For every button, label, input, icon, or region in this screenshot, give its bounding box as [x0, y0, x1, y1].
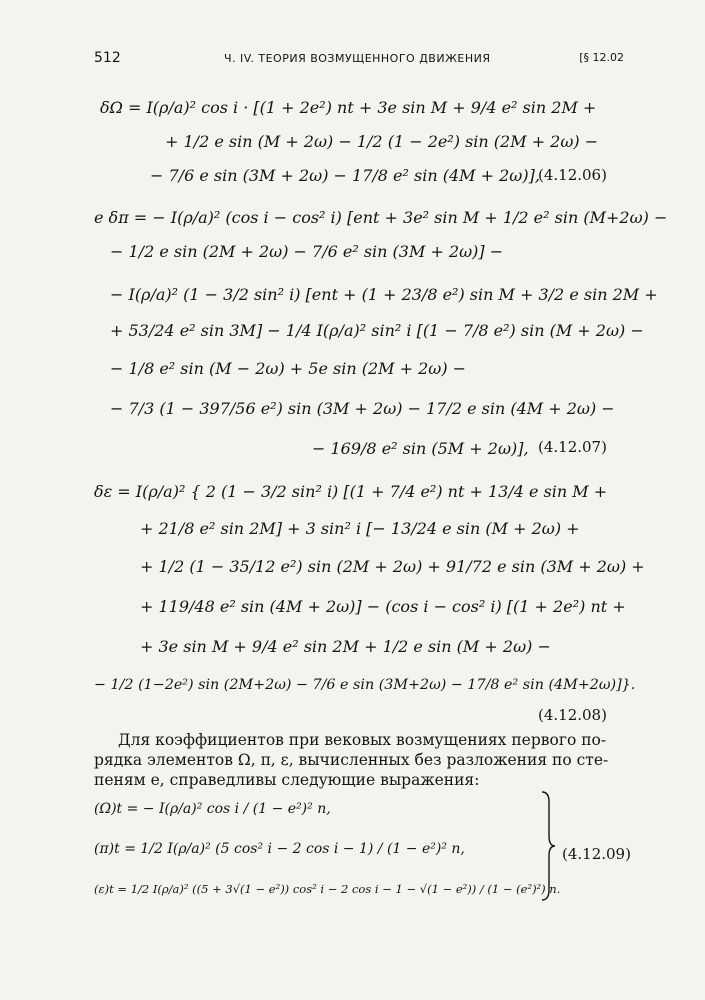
equation-line-4: e δπ = − I(ρ/a)² (cos i − cos² i) [ent + 3e² sin M + 1/2 e² sin (M+2ω) − [94, 208, 668, 227]
equation-line-3: − 7/6 e sin (3M + 2ω) − 17/8 e² sin (4M + 2ω)], [150, 166, 540, 185]
paragraph-line-2: рядка элементов Ω, π, ε, вычисленных без разложения по сте- [94, 751, 609, 769]
paragraph-line-1: Для коэффициентов при вековых возмущениях первого по- [118, 731, 607, 749]
equation-line-18: (π)t = 1/2 I(ρ/a)² (5 cos² i − 2 cos i − 1) / (1 − e²)² n, [94, 841, 465, 857]
equation-number-4-12-09: (4.12.09) [562, 845, 631, 863]
equation-number-4-12-07: (4.12.07) [538, 438, 607, 456]
equation-line-7: + 53/24 e² sin 3M] − 1/4 I(ρ/a)² sin² i [(1 − 7/8 e²) sin (M + 2ω) − [110, 321, 644, 340]
equation-line-9: − 7/3 (1 − 397/56 e²) sin (3M + 2ω) − 17/2 e sin (4M + 2ω) − [110, 399, 615, 418]
running-title: Ч. IV. ТЕОРИЯ ВОЗМУЩЕННОГО ДВИЖЕНИЯ [224, 52, 491, 65]
body-paragraph [94, 730, 624, 790]
page-number: 512 [94, 50, 121, 66]
equation-line-1: δΩ = I(ρ/a)² cos i · [(1 + 2e²) nt + 3e sin M + 9/4 e² sin 2M + [100, 98, 597, 117]
equation-line-15: + 3e sin M + 9/4 e² sin 2M + 1/2 e sin (M + 2ω) − [140, 637, 551, 656]
page-header [94, 44, 624, 72]
equation-number-4-12-06: (4.12.06) [538, 166, 607, 184]
equation-line-5: − 1/2 e sin (2M + 2ω) − 7/6 e² sin (3M + 2ω)] − [110, 242, 504, 261]
equation-number-4-12-08: (4.12.08) [538, 706, 607, 724]
equation-line-17: (Ω)t = − I(ρ/a)² cos i / (1 − e²)² n, [94, 801, 331, 817]
section-reference: [§ 12.02 [579, 51, 624, 64]
equation-line-10: − 169/8 e² sin (5M + 2ω)], [312, 439, 529, 458]
equation-line-6: − I(ρ/a)² (1 − 3/2 sin² i) [ent + (1 + 23/8 e²) sin M + 3/2 e sin 2M + [110, 285, 658, 304]
equation-line-16: − 1/2 (1−2e²) sin (2M+2ω) − 7/6 e sin (3M+2ω) − 17/8 e² sin (4M+2ω)]}. [94, 677, 636, 693]
equation-line-14: + 119/48 e² sin (4M + 2ω)] − (cos i − cos² i) [(1 + 2e²) nt + [140, 597, 626, 616]
equation-line-19: (ε)t = 1/2 I(ρ/a)² ((5 + 3√(1 − e²)) cos² i − 2 cos i − 1 − √(1 − e²)) / (1 − (e²)²) n. [94, 882, 561, 896]
paragraph-line-3: пеням e, справедливы следующие выражения: [94, 771, 480, 789]
equation-line-12: + 21/8 e² sin 2M] + 3 sin² i [− 13/24 e sin (M + 2ω) + [140, 519, 580, 538]
right-brace-icon [540, 790, 556, 902]
equation-line-13: + 1/2 (1 − 35/12 e²) sin (2M + 2ω) + 91/72 e sin (3M + 2ω) + [140, 557, 645, 576]
equation-line-8: − 1/8 e² sin (M − 2ω) + 5e sin (2M + 2ω) − [110, 359, 467, 378]
equation-line-2: + 1/2 e sin (M + 2ω) − 1/2 (1 − 2e²) sin (2M + 2ω) − [165, 132, 599, 151]
equation-line-11: δε = I(ρ/a)² { 2 (1 − 3/2 sin² i) [(1 + 7/4 e²) nt + 13/4 e sin M + [94, 482, 608, 501]
